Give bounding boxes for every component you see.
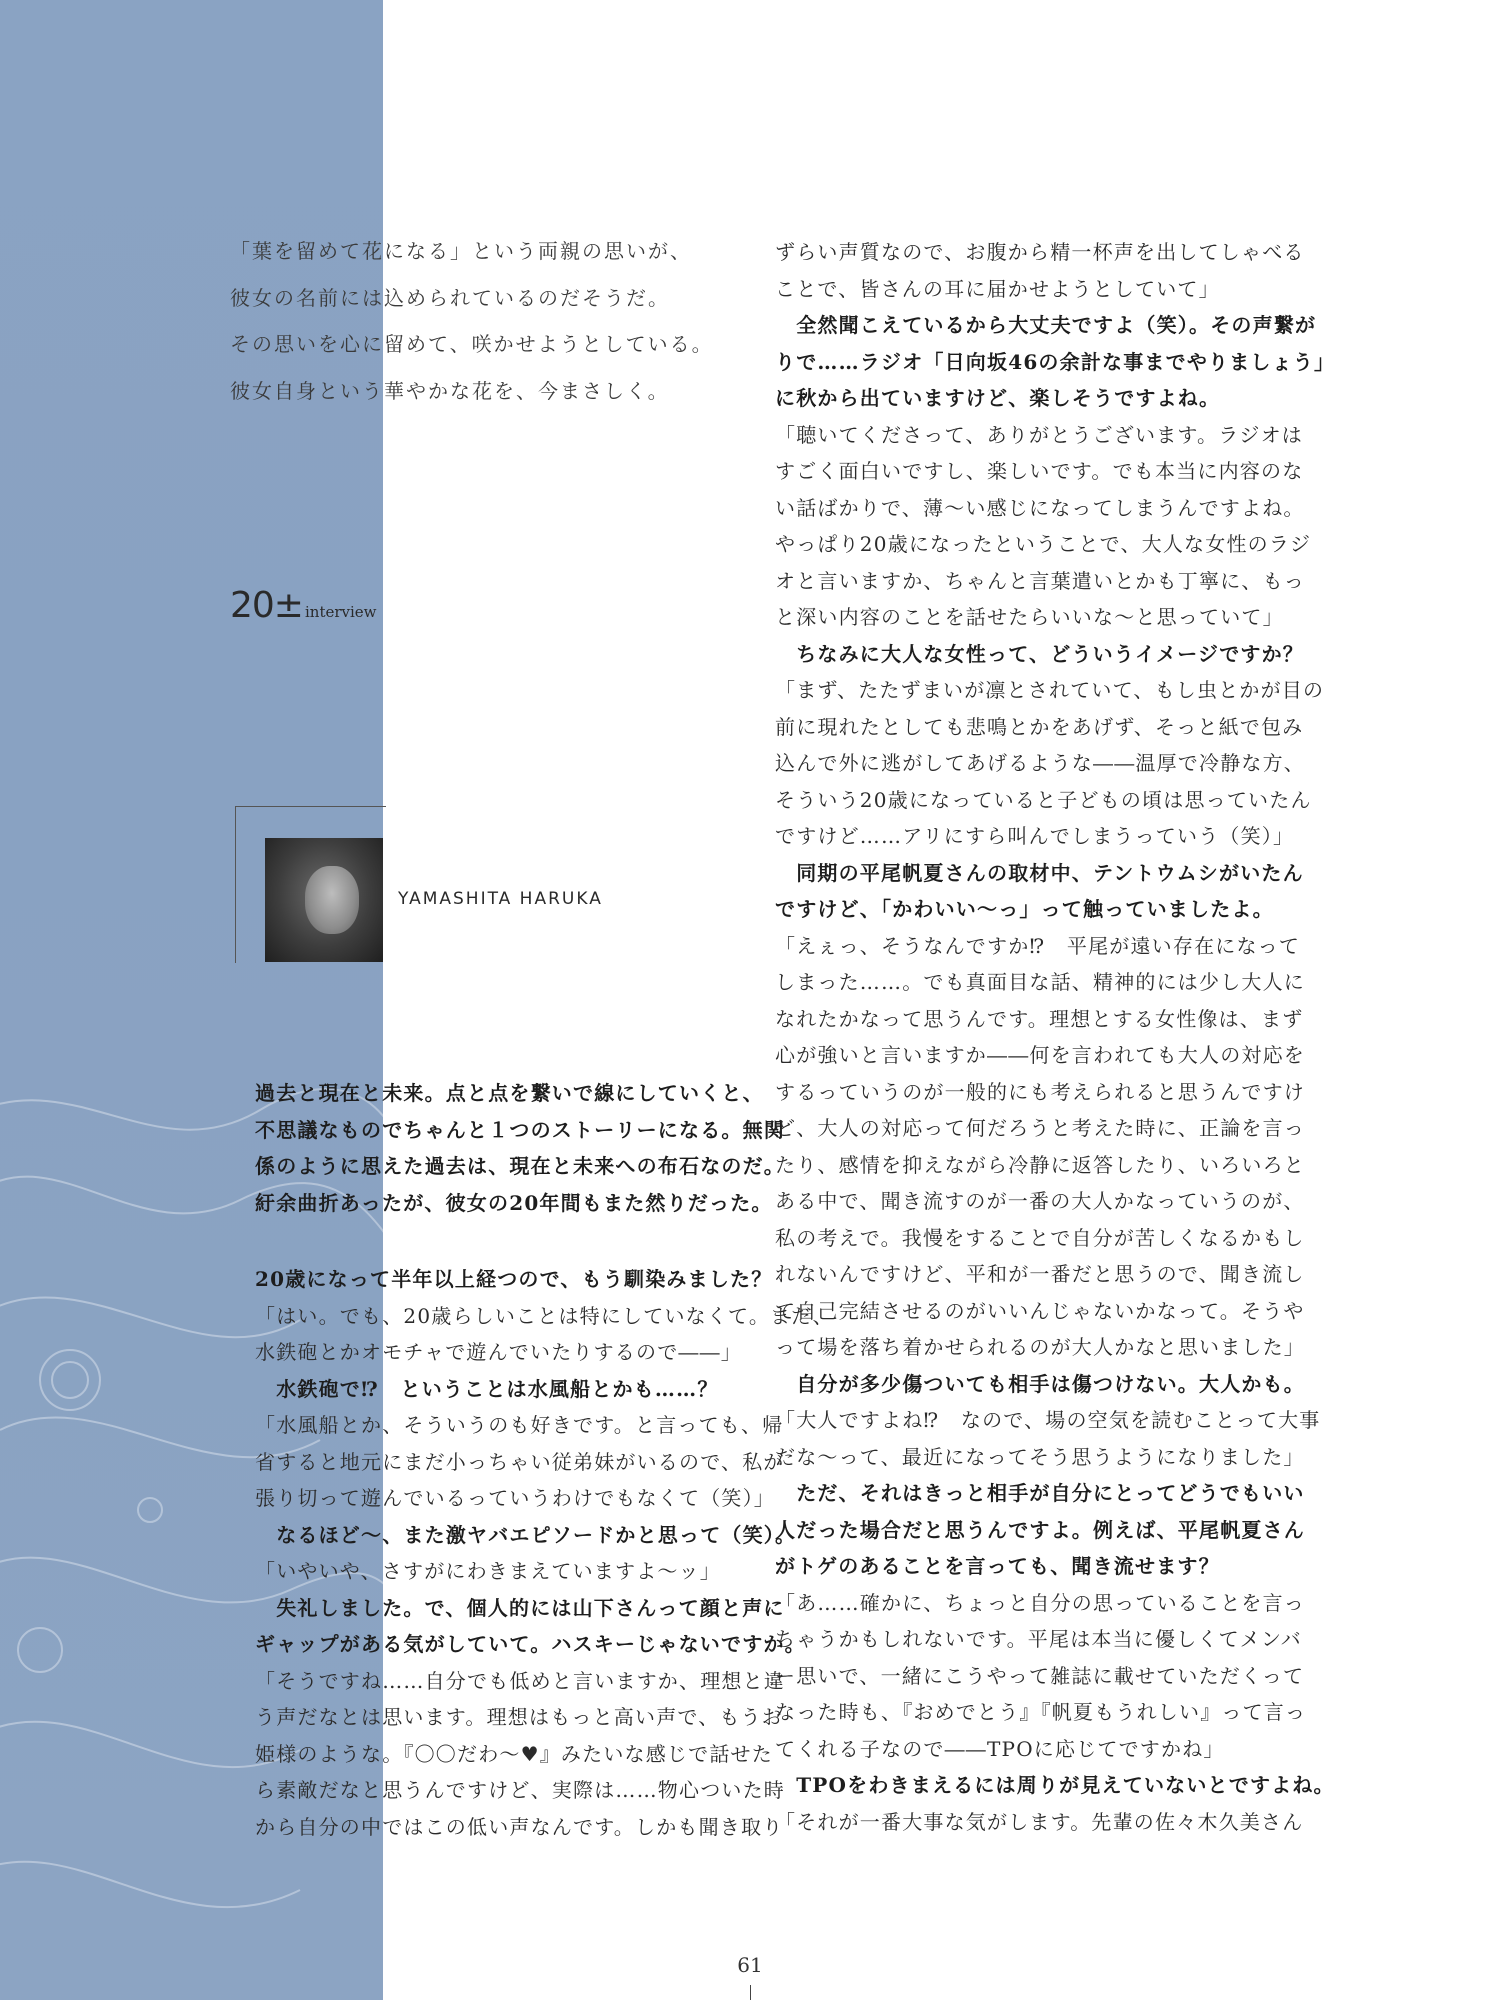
answer-line: 前に現れたとしても悲鳴とかをあげず、そっと紙で包み [775, 714, 1304, 739]
answer-line: い話ばかりで、薄～い感じになってしまうんですよね。 [775, 495, 1305, 520]
answer-line: れないんですけど、平和が一番だと思うので、聞き流し [775, 1262, 1305, 1286]
answer-line: すごく面白いですし、楽しいです。でも本当に内容のな [775, 459, 1304, 483]
question-line: TPOをわきまえるには周りが見えていないとですよね。 [775, 1773, 1335, 1797]
answer-line: てくれる子なので――TPOに応じてですかね」 [775, 1736, 1225, 1761]
question-line: ギャップがある気がしていて。ハスキーじゃないですか。 [255, 1632, 806, 1656]
answer-line: 「あ……確かに、ちょっと自分の思っていることを言っ [775, 1590, 1305, 1615]
answer-line: と深い内容のことを話せたらいいな～と思っていて」 [775, 605, 1284, 629]
left-column [255, 1261, 834, 1845]
answer-line: ある中で、聞き流すのが一番の大人かなっていうのが、 [775, 1189, 1305, 1213]
answer-line: 姫様のような。『〇〇だわ～♥』みたいな感じで話せた [255, 1741, 773, 1766]
question-line: に秋から出ていますけど、楽しそうですよね。 [775, 386, 1221, 410]
answer-line: オと言いますか、ちゃんと言葉遣いとかも丁寧に、もっ [775, 568, 1305, 593]
lead-line: 彼女自身という華やかな花を、今まさしく。 [230, 378, 670, 403]
right-column [775, 234, 1336, 1840]
question-line: がトゲのあることを言っても、聞き流せます？ [775, 1554, 1220, 1578]
answer-line: う声だなとは思います。理想はもっと高い声で、もうお [255, 1705, 783, 1729]
answer-line: たり、感情を抑えながら冷静に返答したり、いろいろと [775, 1152, 1305, 1177]
lead-paragraph [230, 238, 770, 424]
answer-line: なれたかなって思うんです。理想とする女性像は、まず [775, 1006, 1304, 1031]
answer-line: 水鉄砲とかオモチャで遊んでいたりするので――」 [255, 1340, 742, 1364]
lead-line: その思いを心に留めて、咲かせようとしている。 [230, 332, 714, 356]
question-line: 全然聞こえているから大丈夫ですよ（笑）。その声繋が [775, 313, 1317, 337]
answer-line: 張り切って遊んでいるっていうわけでもなくて（笑）」 [255, 1486, 775, 1510]
answer-line: ずらい声質なので、お腹から精一杯声を出してしゃべる [775, 240, 1305, 264]
question-line: 20歳になって半年以上経つので、もう馴染みました？ [255, 1267, 773, 1291]
question-line: ちなみに大人な女性って、どういうイメージですか？ [775, 641, 1304, 666]
answer-line: 「そうですね……自分でも低めと言いますか、理想と違 [255, 1668, 785, 1693]
answer-line: 「いやいや、さすがにわきまえていますよ～ッ」 [255, 1559, 721, 1583]
answer-line: だな～って、最近になってそう思うようになりました」 [775, 1444, 1305, 1469]
answer-line: ことで、皆さんの耳に届かせようとしていて」 [775, 276, 1220, 301]
answer-line: するっていうのが一般的にも考えられると思うんですけ [775, 1079, 1305, 1104]
lead-line: 「葉を留めて花になる」という両親の思いが、 [230, 239, 692, 263]
intro-line: 過去と現在と未来。点と点を繋いで線にしていくと、 [255, 1081, 764, 1105]
answer-line: やっぱり20歳になったということで、大人な女性のラジ [775, 532, 1312, 556]
answer-line: しまった……。でも真面目な話、精神的には少し大人に [775, 970, 1305, 994]
answer-line: 「えぇっ、そうなんですか⁉ 平尾が遠い存在になって [775, 933, 1301, 958]
question-line: りで……ラジオ「日向坂46の余計な事までやりましょう」 [775, 349, 1336, 374]
intro-paragraph [255, 1075, 785, 1221]
question-line: 人だった場合だと思うんですよ。例えば、平尾帆夏さん [775, 1517, 1305, 1542]
answer-line: 「まず、たたずまいが凛とされていて、もし虫とかが目の [775, 678, 1325, 702]
lead-line: 彼女の名前には込められているのだそうだ。 [230, 285, 670, 310]
portrait-face [305, 866, 359, 934]
answer-line: 私の考えで。我慢をすることで自分が苦しくなるかもし [775, 1225, 1305, 1250]
intro-line: 不思議なものでちゃんと１つのストーリーになる。無関 [255, 1117, 785, 1142]
answer-line: そういう20歳になっていると子どもの頃は思っていたん [775, 787, 1312, 812]
series-logo [230, 585, 377, 626]
question-line: 自分が多少傷ついても相手は傷つけない。大人かも。 [775, 1371, 1305, 1396]
question-line: 同期の平尾帆夏さんの取材中、テントウムシがいたん [775, 860, 1304, 885]
intro-line: 係のように思えた過去は、現在と未来への布石なのだ。 [255, 1154, 785, 1178]
portrait-photo [265, 838, 383, 962]
answer-line: て自己完結させるのがいいんじゃないかなって。そうや [775, 1298, 1305, 1323]
question-line: 水鉄砲で⁉ ということは水風船とかも……？ [255, 1376, 719, 1401]
question-line: ですけど、「かわいい～っ」って触っていましたよ。 [775, 897, 1274, 921]
question-line: ただ、それはきっと相手が自分にとってどうでもいい [775, 1481, 1305, 1505]
page-number: 61 [737, 1953, 763, 1977]
question-line: 失礼しました。で、個人的には山下さんって顔と声に [255, 1595, 785, 1620]
page-number-tick [750, 1985, 751, 2000]
answer-line: 込んで外に逃がしてあげるような――温厚で冷静な方、 [775, 751, 1305, 775]
answer-line: 心が強いと言いますか――何を言われても大人の対応を [775, 1043, 1305, 1067]
answer-line: ですけど……アリにすら叫んでしまうっていう（笑）」 [775, 824, 1295, 848]
question-line: なるほど～、また激ヤバエピソードかと思って（笑）。 [255, 1522, 797, 1547]
interviewee-name: YAMASHITA HARUKA [398, 889, 603, 909]
answer-line: ー思いで、一緒にこうやって雑誌に載せていただくって [775, 1663, 1305, 1688]
answer-line: 「水風船とか、そういうのも好きです。と言っても、帰 [255, 1413, 784, 1437]
answer-line: 省すると地元にまだ小っちゃい従弟妹がいるので、私が [255, 1449, 785, 1474]
answer-line: なった時も、『おめでとう』『帆夏もうれしい』って言っ [775, 1700, 1307, 1724]
answer-line: 「それが一番大事な気がします。先輩の佐々木久美さん [775, 1809, 1304, 1834]
answer-line: ら素敵だなと思うんですけど、実際は……物心ついた時 [255, 1778, 785, 1802]
answer-line: ちゃうかもしれないです。平尾は本当に優しくてメンバ [775, 1627, 1302, 1651]
answer-line: 「聴いてくださって、ありがとうございます。ラジオは [775, 422, 1303, 447]
answer-line: 「大人ですよね⁉ なので、場の空気を読むことって大事 [775, 1408, 1321, 1432]
intro-line: 紆余曲折あったが、彼女の20年間もまた然りだった。 [255, 1190, 773, 1215]
series-number: 20± [230, 585, 303, 626]
series-word: interview [304, 603, 377, 621]
answer-line: 「はい。でも、20歳らしいことは特にしていなくて。まだ、 [255, 1303, 834, 1328]
answer-line: って場を落ち着かせられるのが大人かなと思いました」 [775, 1335, 1305, 1359]
answer-line: から自分の中ではこの低い声なんです。しかも聞き取り [255, 1814, 784, 1839]
answer-line: ど、大人の対応って何だろうと考えた時に、正論を言っ [775, 1116, 1305, 1140]
